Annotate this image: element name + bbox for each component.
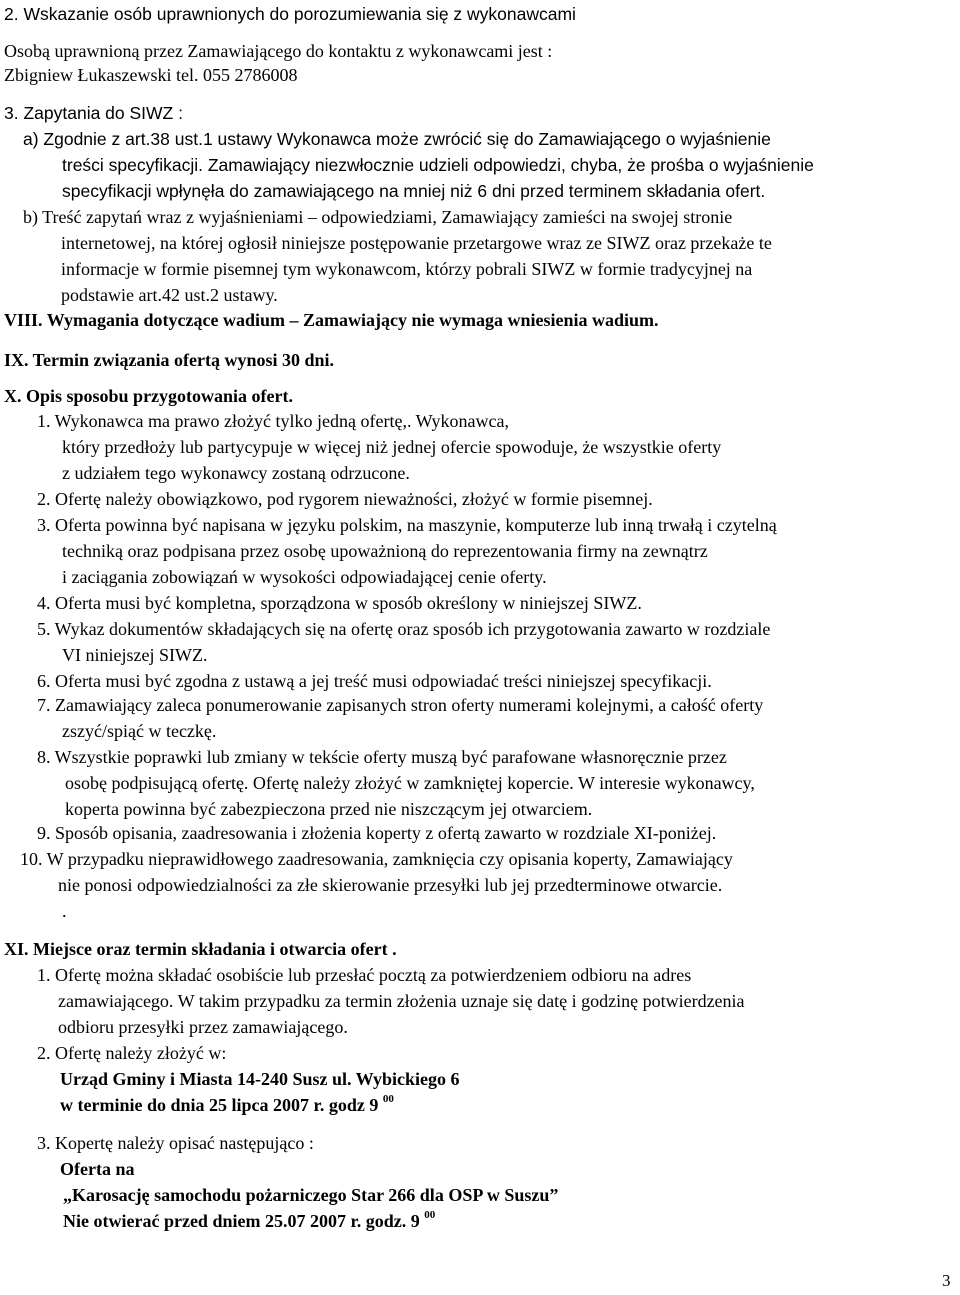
section-10-line: VI niniejszej SIWZ. <box>62 645 208 665</box>
section-10-line: 3. Oferta powinna być napisana w języku polskim, na maszynie, komputerze lub inną trwałą i czytelną <box>37 515 777 535</box>
section-10-heading: X. Opis sposobu przygotowania ofert. <box>4 386 294 406</box>
contact-person-name: Zbigniew Łukaszewski tel. 055 2786008 <box>4 65 298 85</box>
section-3-heading: 3. Zapytania do SIWZ : <box>4 103 183 123</box>
envelope-line-1: Oferta na <box>60 1159 135 1179</box>
section-10-line: 9. Sposób opisania, zaadresowania i złożenia koperty z ofertą zawarto w rozdziale XI-poniżej. <box>37 823 717 843</box>
clause-b-line-4: podstawie art.42 ust.2 ustawy. <box>61 285 278 305</box>
clause-a-line-1: a) Zgodnie z art.38 ust.1 ustawy Wykonawca może zwrócić się do Zamawiającego o wyjaśnienie <box>23 129 771 149</box>
section-10-line: . <box>62 901 67 921</box>
clause-a-line-3: specyfikacji wpłynęła do zamawiającego na mniej niż 6 dni przed terminem składania ofert. <box>62 181 766 201</box>
section-10-line: osobę podpisującą ofertę. Ofertę należy złożyć w zamkniętej kopercie. W interesie wykonawcy, <box>65 773 755 793</box>
envelope-line-3-text: Nie otwierać przed dniem 25.07 2007 r. godz. 9 <box>63 1211 420 1231</box>
clause-b-line-3: informacje w formie pisemnej tym wykonawcom, którzy pobrali SIWZ w formie tradycyjnej na <box>61 259 753 279</box>
section-10-line: 4. Oferta musi być kompletna, sporządzona w sposób określony w niniejszej SIWZ. <box>37 593 642 613</box>
clause-b-line-1: b) Treść zapytań wraz z wyjaśnieniami – odpowiedziami, Zamawiający zamieści na swojej stronie <box>23 207 733 227</box>
section-11-point-1-line-1: 1. Ofertę można składać osobiście lub przesłać pocztą za potwierdzeniem odbioru na adres <box>37 965 692 985</box>
section-10-line: z udziałem tego wykonawcy zostaną odrzucone. <box>62 463 410 483</box>
page-number: 3 <box>942 1271 951 1290</box>
section-10-line: który przedłoży lub partycypuje w więcej niż jednej ofercie spowoduje, że wszystkie oferty <box>62 437 722 457</box>
section-10-line: 5. Wykaz dokumentów składających się na ofertę oraz sposób ich przygotowania zawarto w rozdziale <box>37 619 771 639</box>
envelope-line-3 <box>63 1210 435 1232</box>
envelope-line-3-minutes: 00 <box>424 1209 436 1221</box>
submission-deadline <box>60 1094 394 1116</box>
section-10-line: techniką oraz podpisana przez osobę upoważnioną do reprezentowania firmy na zewnątrz <box>62 541 708 561</box>
clause-b-line-2: internetowej, na której ogłosił niniejsze postępowanie przetargowe wraz ze SIWZ oraz przekaże te <box>61 233 772 253</box>
section-11-point-1-line-3: odbioru przesyłki przez zamawiającego. <box>58 1017 348 1037</box>
contact-person-intro: Osobą uprawnioną przez Zamawiającego do kontaktu z wykonawcami jest : <box>4 41 553 61</box>
section-10-line: 10. W przypadku nieprawidłowego zaadresowania, zamknięcia czy opisania koperty, Zamawiający <box>20 849 733 869</box>
envelope-line-2: „Karosację samochodu pożarniczego Star 266 dla OSP w Suszu” <box>63 1185 559 1205</box>
section-2-heading: 2. Wskazanie osób uprawnionych do porozumiewania się z wykonawcami <box>4 4 576 24</box>
section-10-line: koperta powinna być zabezpieczona przed nie niszczącym jej otwarciem. <box>65 799 593 819</box>
submission-address: Urząd Gminy i Miasta 14-240 Susz ul. Wybickiego 6 <box>60 1069 460 1089</box>
section-11-heading: XI. Miejsce oraz termin składania i otwarcia ofert . <box>4 939 397 959</box>
submission-deadline-minutes: 00 <box>382 1093 394 1105</box>
section-10-line: nie ponosi odpowiedzialności za złe skierowanie przesyłki lub jej przedterminowe otwarcie. <box>58 875 723 895</box>
section-10-line: 1. Wykonawca ma prawo złożyć tylko jedną ofertę,. Wykonawca, <box>37 411 509 431</box>
section-10-line: zszyć/spiąć w teczkę. <box>62 721 217 741</box>
section-10-line: i zaciągania zobowiązań w wysokości odpowiadającej cenie oferty. <box>62 567 547 587</box>
section-11-point-3: 3. Kopertę należy opisać następująco : <box>37 1133 314 1153</box>
section-10-line: 6. Oferta musi być zgodna z ustawą a jej treść musi odpowiadać treści niniejszej specyfikacji. <box>37 671 712 691</box>
submission-deadline-text: w terminie do dnia 25 lipca 2007 r. godz 9 <box>60 1095 379 1115</box>
section-10-line: 2. Ofertę należy obowiązkowo, pod rygorem nieważności, złożyć w formie pisemnej. <box>37 489 653 509</box>
section-11-point-2: 2. Ofertę należy złożyć w: <box>37 1043 227 1063</box>
section-10-line: 7. Zamawiający zaleca ponumerowanie zapisanych stron oferty numerami kolejnymi, a całość oferty <box>37 695 764 715</box>
section-8-heading: VIII. Wymagania dotyczące wadium – Zamawiający nie wymaga wniesienia wadium. <box>4 310 659 330</box>
clause-a-line-2: treści specyfikacji. Zamawiający niezwłocznie udzieli odpowiedzi, chyba, że prośba o wyjaśnienie <box>62 155 814 175</box>
section-11-point-1-line-2: zamawiającego. W takim przypadku za termin złożenia uznaje się datę i godzinę potwierdzenia <box>58 991 745 1011</box>
section-9-heading: IX. Termin związania ofertą wynosi 30 dni. <box>4 350 335 370</box>
section-10-line: 8. Wszystkie poprawki lub zmiany w tekście oferty muszą być parafowane własnoręcznie przez <box>37 747 727 767</box>
